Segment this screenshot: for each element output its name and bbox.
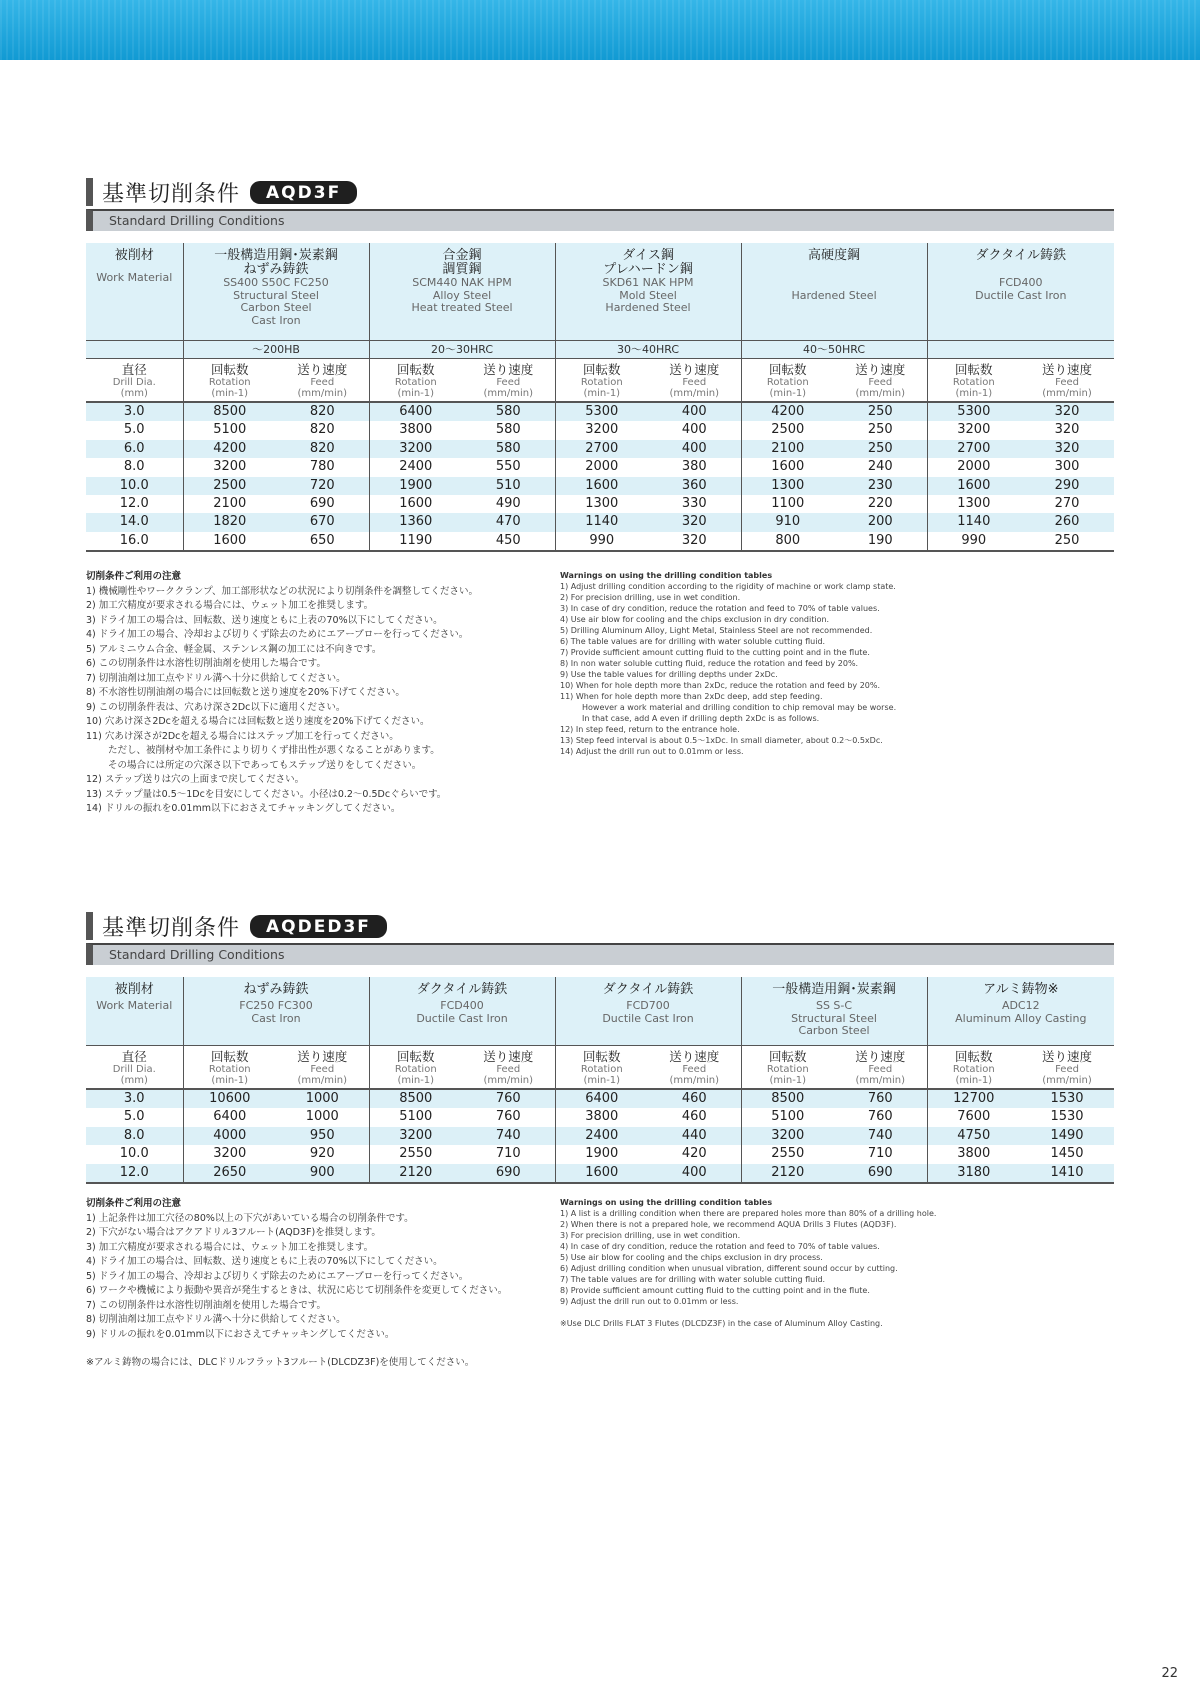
note-line: 7) この切削条件は水溶性切削油剤を使用した場合です。 bbox=[86, 1299, 327, 1311]
feed-cell: 270 bbox=[1020, 495, 1114, 513]
note-line: 2) For precision drilling, use in wet condition. bbox=[560, 593, 741, 602]
rotation-cell: 2700 bbox=[927, 440, 1020, 458]
rotation-cell: 3800 bbox=[369, 421, 462, 439]
material-header: 一般構造用鋼･炭素鋼 SS S-C Structural Steel Carbon Steel bbox=[741, 977, 927, 1045]
feed-cell: 690 bbox=[462, 1164, 555, 1183]
feed-cell: 1530 bbox=[1020, 1108, 1114, 1126]
feed-cell: 820 bbox=[276, 440, 369, 458]
rotation-cell: 3800 bbox=[927, 1145, 1020, 1163]
note-line: 11) When for hole depth more than 2xDc deep, add step feeding. bbox=[560, 692, 823, 701]
feed-cell: 450 bbox=[462, 532, 555, 551]
rotation-cell: 910 bbox=[741, 513, 834, 531]
feed-header: 送り速度 Feed (mm/min) bbox=[834, 1045, 927, 1089]
note-line: 7) The table values are for drilling with water soluble cutting fluid. bbox=[560, 1275, 826, 1284]
feed-cell: 400 bbox=[648, 421, 741, 439]
note-line: 5) Use air blow for cooling and the chips exclusion in dry process. bbox=[560, 1253, 823, 1262]
feed-cell: 320 bbox=[648, 513, 741, 531]
notes-en-2: Warnings on using the drilling condition tables 1) A list is a drilling condition when there are prepared holes more than 80% of a drilling hole. 2) When there is not a prepared hole, we recommend AQUA Drills 3 Flutes (AQD3F). 3) For precision drilling, use in wet condition. 4) In case of dry condition, reduce the rotation and feed to 70% of table values. 5) Use air blow for cooling and the chips exclusion in dry process. 6) Adjust drilling condition when unusual vibration, different sound occur by cutting. 7) The table values are for drilling with water soluble cutting fluid. 8) Provide sufficient amount cutting fluid to the cutting point and in the flute. 9) Adjust the drill run out to 0.01mm or less. ※Use DLC Drills FLAT 3 Flutes (DLCDZ3F) in the case of Aluminum Alloy Casting. bbox=[560, 1198, 937, 1328]
feed-cell: 250 bbox=[834, 402, 927, 421]
material-header: ダクタイル鋳鉄 FCD400 Ductile Cast Iron bbox=[927, 243, 1114, 340]
rotation-header: 回転数 Rotation (min-1) bbox=[927, 1045, 1020, 1089]
feed-cell: 760 bbox=[462, 1089, 555, 1108]
table-row bbox=[86, 1108, 1114, 1126]
feed-cell: 1490 bbox=[1020, 1127, 1114, 1145]
drill-dia-cell: 8.0 bbox=[86, 458, 183, 476]
rotation-cell: 1190 bbox=[369, 532, 462, 551]
note-line: 12) In step feed, return to the entrance hole. bbox=[560, 725, 740, 734]
feed-cell: 330 bbox=[648, 495, 741, 513]
table-row bbox=[86, 477, 1114, 495]
rotation-cell: 4000 bbox=[183, 1127, 276, 1145]
drill-dia-cell: 14.0 bbox=[86, 513, 183, 531]
rotation-cell: 2400 bbox=[369, 458, 462, 476]
feed-cell: 320 bbox=[1020, 440, 1114, 458]
table-row bbox=[86, 513, 1114, 531]
table-row bbox=[86, 1164, 1114, 1183]
feed-header: 送り速度 Feed (mm/min) bbox=[462, 358, 555, 402]
top-banner bbox=[0, 0, 1200, 60]
material-header: ねずみ鋳鉄 FC250 FC300 Cast Iron bbox=[183, 977, 369, 1045]
feed-cell: 690 bbox=[276, 495, 369, 513]
note-line: 7) 切削油剤は加工点やドリル溝へ十分に供給してください。 bbox=[86, 672, 346, 684]
feed-cell: 260 bbox=[1020, 513, 1114, 531]
rotation-cell: 2500 bbox=[741, 421, 834, 439]
feed-cell: 580 bbox=[462, 421, 555, 439]
work-material-label: 被削材 Work Material bbox=[86, 977, 183, 1045]
feed-cell: 190 bbox=[834, 532, 927, 551]
rotation-cell: 1600 bbox=[927, 477, 1020, 495]
rotation-cell: 1300 bbox=[927, 495, 1020, 513]
note-line: 7) Provide sufficient amount cutting fluid to the cutting point and in the flute. bbox=[560, 648, 870, 657]
rotation-cell: 2400 bbox=[555, 1127, 648, 1145]
note-aluminum-en: ※Use DLC Drills FLAT 3 Flutes (DLCDZ3F) in the case of Aluminum Alloy Casting. bbox=[560, 1319, 883, 1328]
drill-dia-cell: 5.0 bbox=[86, 421, 183, 439]
drill-dia-header: 直径 Drill Dia. (mm) bbox=[86, 358, 183, 402]
note-line: 5) ドライ加工の場合、冷却および切りくず除去のためにエアーブローを行ってください。 bbox=[86, 1270, 469, 1282]
note-line: 4) ドライ加工の場合、冷却および切りくず除去のためにエアーブローを行ってください。 bbox=[86, 629, 469, 640]
note-aluminum: ※アルミ鋳物の場合には、DLCドリルフラット3フルート(DLCDZ3F)を使用してください。 bbox=[86, 1357, 475, 1368]
rotation-cell: 8500 bbox=[369, 1089, 462, 1108]
rotation-cell: 2000 bbox=[927, 458, 1020, 476]
feed-cell: 400 bbox=[648, 1164, 741, 1183]
rotation-cell: 5300 bbox=[555, 402, 648, 421]
table-row bbox=[86, 495, 1114, 513]
drill-dia-cell: 6.0 bbox=[86, 440, 183, 458]
rotation-cell: 3200 bbox=[183, 1145, 276, 1163]
feed-cell: 720 bbox=[276, 477, 369, 495]
hardness-cell: 30～40HRC bbox=[555, 340, 741, 358]
rotation-cell: 12700 bbox=[927, 1089, 1020, 1108]
note-line: 6) この切削条件は水溶性切削油剤を使用した場合です。 bbox=[86, 658, 327, 669]
rotation-cell: 4200 bbox=[183, 440, 276, 458]
section-title: 基準切削条件 bbox=[102, 181, 241, 207]
rotation-cell: 1900 bbox=[369, 477, 462, 495]
rotation-cell: 2100 bbox=[741, 440, 834, 458]
drill-dia-cell: 8.0 bbox=[86, 1127, 183, 1145]
rotation-header: 回転数 Rotation (min-1) bbox=[369, 358, 462, 402]
feed-cell: 1000 bbox=[276, 1089, 369, 1108]
note-line: 5) Drilling Aluminum Alloy, Light Metal, Stainless Steel are not recommended. bbox=[560, 626, 873, 635]
rotation-cell: 1100 bbox=[741, 495, 834, 513]
feed-header: 送り速度 Feed (mm/min) bbox=[276, 1045, 369, 1089]
notes-jp-2: 切削条件ご利用の注意 1) 上記条件は加工穴径の80%以上の下穴があいている場合の切削条件です。 2) 下穴がない場合はアクアドリル3フルート(AQD3F)を推奨します。 3) 加工穴精度が要求される場合には、ウェット加工を推奨します。 4) ドライ加工の場合は、回転数、送り速度ともに上表の70%以下にしてください。 5) ドライ加工の場合、冷却および切りくず除去のためにエアーブローを行ってください。 6) ワークや機械により振動や異音が発生するときは、状況に応じて切削条件を変更してください。 7) この切削条件は水溶性切削油剤を使用した場合です。 8) 切削油剤は加工点やドリル溝へ十分に供給してください。 9) ドリルの振れを0.01mm以下におさえてチャッキングしてください。 ※アルミ鋳物の場合には、DLCドリルフラット3フルート(DLCDZ3F)を使用してください。 bbox=[86, 1197, 507, 1371]
feed-cell: 240 bbox=[834, 458, 927, 476]
drill-dia-cell: 12.0 bbox=[86, 1164, 183, 1183]
feed-cell: 460 bbox=[648, 1108, 741, 1126]
rotation-cell: 2120 bbox=[741, 1164, 834, 1183]
feed-cell: 760 bbox=[462, 1108, 555, 1126]
rotation-cell: 1600 bbox=[555, 1164, 648, 1183]
rotation-cell: 1600 bbox=[741, 458, 834, 476]
feed-cell: 250 bbox=[1020, 532, 1114, 551]
notes-jp-1: 切削条件ご利用の注意 1) 機械剛性やワーククランプ、加工部形状などの状況により切削条件を調整してください。 2) 加工穴精度が要求される場合には、ウェット加工を推奨します。 3) ドライ加工の場合は、回転数、送り速度ともに上表の70%以下にしてください。 4) ドライ加工の場合、冷却および切りくず除去のためにエアーブローを行ってください。 5) アルミニウム合金、軽金属、ステンレス鋼の加工には不向きです。 6) この切削条件は水溶性切削油剤を使用した場合です。 7) 切削油剤は加工点やドリル溝へ十分に供給してください。 8) 不水溶性切削油剤の場合には回転数と送り速度を20%下げてください。 9) この切削条件表は、穴あけ深さ2Dc以下に適用ください。 10) 穴あけ深さ2Dcを超える場合には回転数と送り速度を20%下げてください。 11) 穴あけ深さが2Dcを超える場合にはステップ加工を行ってください。 ただし、被削材や加工条件により切りくず排出性が悪くなることがあります。 その場合には所定の穴深さ以下であってもステップ送りをしてください。 12) ステップ送りは穴の上面まで戻してください。 13) ステップ量は0.5～1Dcを目安にしてください。小径は0.2～0.5Dcぐらいです。 14) ドリルの振れを0.01mm以下におさえてチャッキングしてください。 bbox=[86, 570, 478, 817]
rotation-cell: 3800 bbox=[555, 1108, 648, 1126]
note-line: 8) Provide sufficient amount cutting fluid to the cutting point and in the flute. bbox=[560, 1286, 870, 1295]
drill-dia-header: 直径 Drill Dia. (mm) bbox=[86, 1045, 183, 1089]
rotation-cell: 2000 bbox=[555, 458, 648, 476]
note-line: 9) Adjust the drill run out to 0.01mm or less. bbox=[560, 1297, 739, 1306]
rotation-cell: 5100 bbox=[369, 1108, 462, 1126]
feed-cell: 710 bbox=[834, 1145, 927, 1163]
rotation-header: 回転数 Rotation (min-1) bbox=[183, 358, 276, 402]
note-line: 12) ステップ送りは穴の上面まで戻してください。 bbox=[86, 774, 305, 785]
rotation-header: 回転数 Rotation (min-1) bbox=[741, 358, 834, 402]
drill-dia-cell: 10.0 bbox=[86, 1145, 183, 1163]
note-line: 9) ドリルの振れを0.01mm以下におさえてチャッキングしてください。 bbox=[86, 1328, 395, 1340]
feed-header: 送り速度 Feed (mm/min) bbox=[1020, 1045, 1114, 1089]
section-subtitle: Standard Drilling Conditions bbox=[86, 943, 1114, 965]
feed-cell: 220 bbox=[834, 495, 927, 513]
feed-cell: 820 bbox=[276, 421, 369, 439]
feed-cell: 1410 bbox=[1020, 1164, 1114, 1183]
section-title-row bbox=[86, 178, 1114, 206]
feed-cell: 760 bbox=[834, 1108, 927, 1126]
feed-header: 送り速度 Feed (mm/min) bbox=[1020, 358, 1114, 402]
feed-header: 送り速度 Feed (mm/min) bbox=[276, 358, 369, 402]
feed-cell: 580 bbox=[462, 402, 555, 421]
title-marker bbox=[86, 178, 93, 206]
rotation-cell: 2550 bbox=[741, 1145, 834, 1163]
feed-cell: 690 bbox=[834, 1164, 927, 1183]
feed-cell: 460 bbox=[648, 1089, 741, 1108]
note-line: 11) 穴あけ深さが2Dcを超える場合にはステップ加工を行ってください。 bbox=[86, 730, 399, 742]
material-header: アルミ鋳物※ ADC12 Aluminum Alloy Casting bbox=[927, 977, 1114, 1045]
rotation-cell: 3180 bbox=[927, 1164, 1020, 1183]
feed-header: 送り速度 Feed (mm/min) bbox=[462, 1045, 555, 1089]
drill-dia-cell: 5.0 bbox=[86, 1108, 183, 1126]
feed-header: 送り速度 Feed (mm/min) bbox=[648, 358, 741, 402]
feed-cell: 1000 bbox=[276, 1108, 369, 1126]
column-header-row bbox=[86, 1045, 1114, 1089]
rotation-cell: 2100 bbox=[183, 495, 276, 513]
hardness-cell: 20～30HRC bbox=[369, 340, 555, 358]
rotation-header: 回転数 Rotation (min-1) bbox=[183, 1045, 276, 1089]
feed-cell: 740 bbox=[834, 1127, 927, 1145]
rotation-cell: 1600 bbox=[555, 477, 648, 495]
note-line: 10) When for hole depth more than 2xDc, reduce the rotation and feed by 20%. bbox=[560, 681, 881, 690]
drill-dia-cell: 16.0 bbox=[86, 532, 183, 551]
note-line: 10) 穴あけ深さ2Dcを超える場合には回転数と送り速度を20%下げてください。 bbox=[86, 716, 430, 727]
feed-cell: 380 bbox=[648, 458, 741, 476]
material-header: ダイス鋼 プレハードン鋼 SKD61 NAK HPM Mold Steel Hardened Steel bbox=[555, 243, 741, 340]
rotation-cell: 4200 bbox=[741, 402, 834, 421]
rotation-cell: 800 bbox=[741, 532, 834, 551]
title-marker bbox=[86, 912, 93, 940]
feed-cell: 780 bbox=[276, 458, 369, 476]
rotation-cell: 1900 bbox=[555, 1145, 648, 1163]
material-header: ダクタイル鋳鉄 FCD400 Ductile Cast Iron bbox=[369, 977, 555, 1045]
work-material-label: 被削材 Work Material bbox=[86, 243, 183, 340]
rotation-cell: 5300 bbox=[927, 402, 1020, 421]
product-badge: AQD3F bbox=[250, 181, 357, 204]
feed-header: 送り速度 Feed (mm/min) bbox=[834, 358, 927, 402]
page-number: 22 bbox=[1161, 1666, 1178, 1681]
note-line: In that case, add A even if drilling depth 2xDc is as follows. bbox=[582, 714, 820, 723]
note-line: 2) 加工穴精度が要求される場合には、ウェット加工を推奨します。 bbox=[86, 600, 374, 611]
feed-cell: 1450 bbox=[1020, 1145, 1114, 1163]
feed-cell: 920 bbox=[276, 1145, 369, 1163]
note-line: 1) Adjust drilling condition according to the rigidity of machine or work clamp state. bbox=[560, 582, 896, 591]
rotation-cell: 5100 bbox=[183, 421, 276, 439]
rotation-header: 回転数 Rotation (min-1) bbox=[369, 1045, 462, 1089]
rotation-cell: 1140 bbox=[555, 513, 648, 531]
rotation-cell: 6400 bbox=[369, 402, 462, 421]
rotation-cell: 5100 bbox=[741, 1108, 834, 1126]
rotation-cell: 6400 bbox=[183, 1108, 276, 1126]
material-header: 合金鋼 調質鋼 SCM440 NAK HPM Alloy Steel Heat treated Steel bbox=[369, 243, 555, 340]
note-line: 9) この切削条件表は、穴あけ深さ2Dc以下に適用ください。 bbox=[86, 701, 346, 713]
note-line: 2) 下穴がない場合はアクアドリル3フルート(AQD3F)を推奨します。 bbox=[86, 1227, 381, 1238]
drill-dia-cell: 12.0 bbox=[86, 495, 183, 513]
note-line: 6) ワークや機械により振動や異音が発生するときは、状況に応じて切削条件を変更してください。 bbox=[86, 1285, 508, 1296]
feed-cell: 250 bbox=[834, 421, 927, 439]
note-line: 9) Use the table values for drilling depths under 2xDc. bbox=[560, 670, 778, 679]
hardness-cell bbox=[927, 340, 1114, 358]
section-title-row bbox=[86, 912, 1114, 940]
feed-header: 送り速度 Feed (mm/min) bbox=[648, 1045, 741, 1089]
feed-cell: 510 bbox=[462, 477, 555, 495]
feed-cell: 900 bbox=[276, 1164, 369, 1183]
feed-cell: 470 bbox=[462, 513, 555, 531]
note-line: 6) Adjust drilling condition when unusual vibration, different sound occur by cutting. bbox=[560, 1264, 898, 1273]
conditions-table bbox=[86, 243, 1114, 552]
feed-cell: 440 bbox=[648, 1127, 741, 1145]
note-line: 3) ドライ加工の場合は、回転数、送り速度ともに上表の70%以下にしてください。 bbox=[86, 614, 443, 626]
material-header: 一般構造用鋼･炭素鋼 ねずみ鋳鉄 SS400 S50C FC250 Structural Steel Carbon Steel Cast Iron bbox=[183, 243, 369, 340]
rotation-cell: 2650 bbox=[183, 1164, 276, 1183]
rotation-cell: 2700 bbox=[555, 440, 648, 458]
table-row bbox=[86, 1145, 1114, 1163]
note-line: ただし、被削材や加工条件により切りくず排出性が悪くなることがあります。 bbox=[108, 745, 440, 756]
note-line: その場合には所定の穴深さ以下であってもステップ送りをしてください。 bbox=[108, 759, 422, 771]
column-header-row bbox=[86, 358, 1114, 402]
rotation-cell: 3200 bbox=[927, 421, 1020, 439]
rotation-header: 回転数 Rotation (min-1) bbox=[555, 1045, 648, 1089]
table-row bbox=[86, 1089, 1114, 1108]
section-title: 基準切削条件 bbox=[102, 915, 241, 941]
note-line: 4) ドライ加工の場合は、回転数、送り速度ともに上表の70%以下にしてください。 bbox=[86, 1256, 443, 1267]
rotation-cell: 2550 bbox=[369, 1145, 462, 1163]
drill-dia-cell: 3.0 bbox=[86, 402, 183, 421]
feed-cell: 200 bbox=[834, 513, 927, 531]
note-line: 4) Use air blow for cooling and the chips exclusion in dry condition. bbox=[560, 615, 830, 624]
rotation-cell: 3200 bbox=[369, 1127, 462, 1145]
note-line: 13) ステップ量は0.5～1Dcを目安にしてください。小径は0.2～0.5Dcぐらいです。 bbox=[86, 788, 447, 800]
rotation-cell: 3200 bbox=[555, 421, 648, 439]
note-line: 14) ドリルの振れを0.01mm以下におさえてチャッキングしてください。 bbox=[86, 803, 401, 814]
feed-cell: 420 bbox=[648, 1145, 741, 1163]
table-row bbox=[86, 532, 1114, 551]
section-aqd3f bbox=[86, 178, 1114, 552]
rotation-cell: 1360 bbox=[369, 513, 462, 531]
note-line: 1) 機械剛性やワーククランプ、加工部形状などの状況により切削条件を調整してください。 bbox=[86, 585, 479, 597]
rotation-cell: 990 bbox=[555, 532, 648, 551]
feed-cell: 250 bbox=[834, 440, 927, 458]
feed-cell: 1530 bbox=[1020, 1089, 1114, 1108]
rotation-cell: 1300 bbox=[555, 495, 648, 513]
note-line: 2) When there is not a prepared hole, we recommend AQUA Drills 3 Flutes (AQD3F). bbox=[560, 1220, 897, 1229]
note-line: 13) Step feed interval is about 0.5～1xDc. In small diameter, about 0.2～0.5xDc. bbox=[560, 736, 883, 745]
feed-cell: 710 bbox=[462, 1145, 555, 1163]
rotation-cell: 2120 bbox=[369, 1164, 462, 1183]
note-line: 5) アルミニウム合金、軽金属、ステンレス鋼の加工には不向きです。 bbox=[86, 643, 382, 655]
material-header: ダクタイル鋳鉄 FCD700 Ductile Cast Iron bbox=[555, 977, 741, 1045]
note-line: However a work material and drilling condition to chip removal may be worse. bbox=[582, 703, 897, 712]
rotation-cell: 8500 bbox=[741, 1089, 834, 1108]
table-row bbox=[86, 440, 1114, 458]
feed-cell: 580 bbox=[462, 440, 555, 458]
feed-cell: 650 bbox=[276, 532, 369, 551]
product-badge: AQDED3F bbox=[250, 915, 387, 938]
feed-cell: 740 bbox=[462, 1127, 555, 1145]
rotation-cell: 1600 bbox=[183, 532, 276, 551]
feed-cell: 320 bbox=[648, 532, 741, 551]
feed-cell: 760 bbox=[834, 1089, 927, 1108]
feed-cell: 550 bbox=[462, 458, 555, 476]
note-line: 8) 切削油剤は加工点やドリル溝へ十分に供給してください。 bbox=[86, 1314, 346, 1325]
rotation-cell: 4750 bbox=[927, 1127, 1020, 1145]
drill-dia-cell: 10.0 bbox=[86, 477, 183, 495]
feed-cell: 400 bbox=[648, 440, 741, 458]
hardness-cell: ～200HB bbox=[183, 340, 369, 358]
rotation-cell: 1140 bbox=[927, 513, 1020, 531]
feed-cell: 230 bbox=[834, 477, 927, 495]
rotation-header: 回転数 Rotation (min-1) bbox=[555, 358, 648, 402]
feed-cell: 360 bbox=[648, 477, 741, 495]
table-row bbox=[86, 1127, 1114, 1145]
feed-cell: 300 bbox=[1020, 458, 1114, 476]
feed-cell: 320 bbox=[1020, 402, 1114, 421]
note-line: 6) The table values are for drilling with water soluble cutting fluid. bbox=[560, 637, 826, 646]
feed-cell: 400 bbox=[648, 402, 741, 421]
section-subtitle: Standard Drilling Conditions bbox=[86, 209, 1114, 231]
rotation-cell: 6400 bbox=[555, 1089, 648, 1108]
section-aqded3f bbox=[86, 912, 1114, 1184]
rotation-cell: 10600 bbox=[183, 1089, 276, 1108]
feed-cell: 950 bbox=[276, 1127, 369, 1145]
rotation-header: 回転数 Rotation (min-1) bbox=[927, 358, 1020, 402]
drill-dia-cell: 3.0 bbox=[86, 1089, 183, 1108]
table-row bbox=[86, 458, 1114, 476]
rotation-cell: 3200 bbox=[741, 1127, 834, 1145]
rotation-cell: 3200 bbox=[183, 458, 276, 476]
table-row bbox=[86, 402, 1114, 421]
feed-cell: 820 bbox=[276, 402, 369, 421]
table-row bbox=[86, 421, 1114, 439]
note-line: 8) In non water soluble cutting fluid, reduce the rotation and feed by 20%. bbox=[560, 659, 859, 668]
note-line: 14) Adjust the drill run out to 0.01mm or less. bbox=[560, 747, 744, 756]
hardness-cell: 40～50HRC bbox=[741, 340, 927, 358]
rotation-cell: 990 bbox=[927, 532, 1020, 551]
rotation-cell: 1820 bbox=[183, 513, 276, 531]
note-line: 3) 加工穴精度が要求される場合には、ウェット加工を推奨します。 bbox=[86, 1241, 374, 1253]
material-header: 高硬度鋼 Hardened Steel bbox=[741, 243, 927, 340]
rotation-cell: 7600 bbox=[927, 1108, 1020, 1126]
feed-cell: 290 bbox=[1020, 477, 1114, 495]
rotation-cell: 8500 bbox=[183, 402, 276, 421]
rotation-cell: 1600 bbox=[369, 495, 462, 513]
note-line: 8) 不水溶性切削油剤の場合には回転数と送り速度を20%下げてください。 bbox=[86, 687, 405, 698]
notes-en-1: Warnings on using the drilling condition tables 1) Adjust drilling condition according to the rigidity of machine or work clamp state. 2) For precision drilling, use in wet condition. 3) In case of dry condition, reduce the rotation and feed to 70% of table values. 4) Use air blow for cooling and the chips exclusion in dry condition. 5) Drilling Aluminum Alloy, Light Metal, Stainless Steel are not recommended. 6) The table values are for drilling with water soluble cutting fluid. 7) Provide sufficient amount cutting fluid to the cutting point and in the flute. 8) In non water soluble cutting fluid, reduce the rotation and feed by 20%. 9) Use the table values for drilling depths under 2xDc. 10) When for hole depth more than 2xDc, reduce the rotation and feed by 20%. 11) When for hole depth more than 2xDc deep, add step feeding. However a work material and drilling condition to chip removal may be worse. In that case, add A even if drilling depth 2xDc is as follows. 12) In step feed, return to the entrance hole. 13) Step feed interval is about 0.5～1xDc. In small diameter, about 0.2～0.5xDc. 14) Adjust the drill run out to 0.01mm or less. bbox=[560, 571, 897, 756]
note-line: 3) In case of dry condition, reduce the rotation and feed to 70% of table values. bbox=[560, 604, 880, 613]
conditions-table bbox=[86, 977, 1114, 1184]
rotation-cell: 1300 bbox=[741, 477, 834, 495]
feed-cell: 490 bbox=[462, 495, 555, 513]
note-line: 1) A list is a drilling condition when there are prepared holes more than 80% of a drilling hole. bbox=[560, 1209, 937, 1218]
feed-cell: 670 bbox=[276, 513, 369, 531]
note-line: 4) In case of dry condition, reduce the rotation and feed to 70% of table values. bbox=[560, 1242, 880, 1251]
note-line: 3) For precision drilling, use in wet condition. bbox=[560, 1231, 741, 1240]
rotation-header: 回転数 Rotation (min-1) bbox=[741, 1045, 834, 1089]
note-line: 1) 上記条件は加工穴径の80%以上の下穴があいている場合の切削条件です。 bbox=[86, 1212, 414, 1224]
rotation-cell: 2500 bbox=[183, 477, 276, 495]
rotation-cell: 3200 bbox=[369, 440, 462, 458]
feed-cell: 320 bbox=[1020, 421, 1114, 439]
